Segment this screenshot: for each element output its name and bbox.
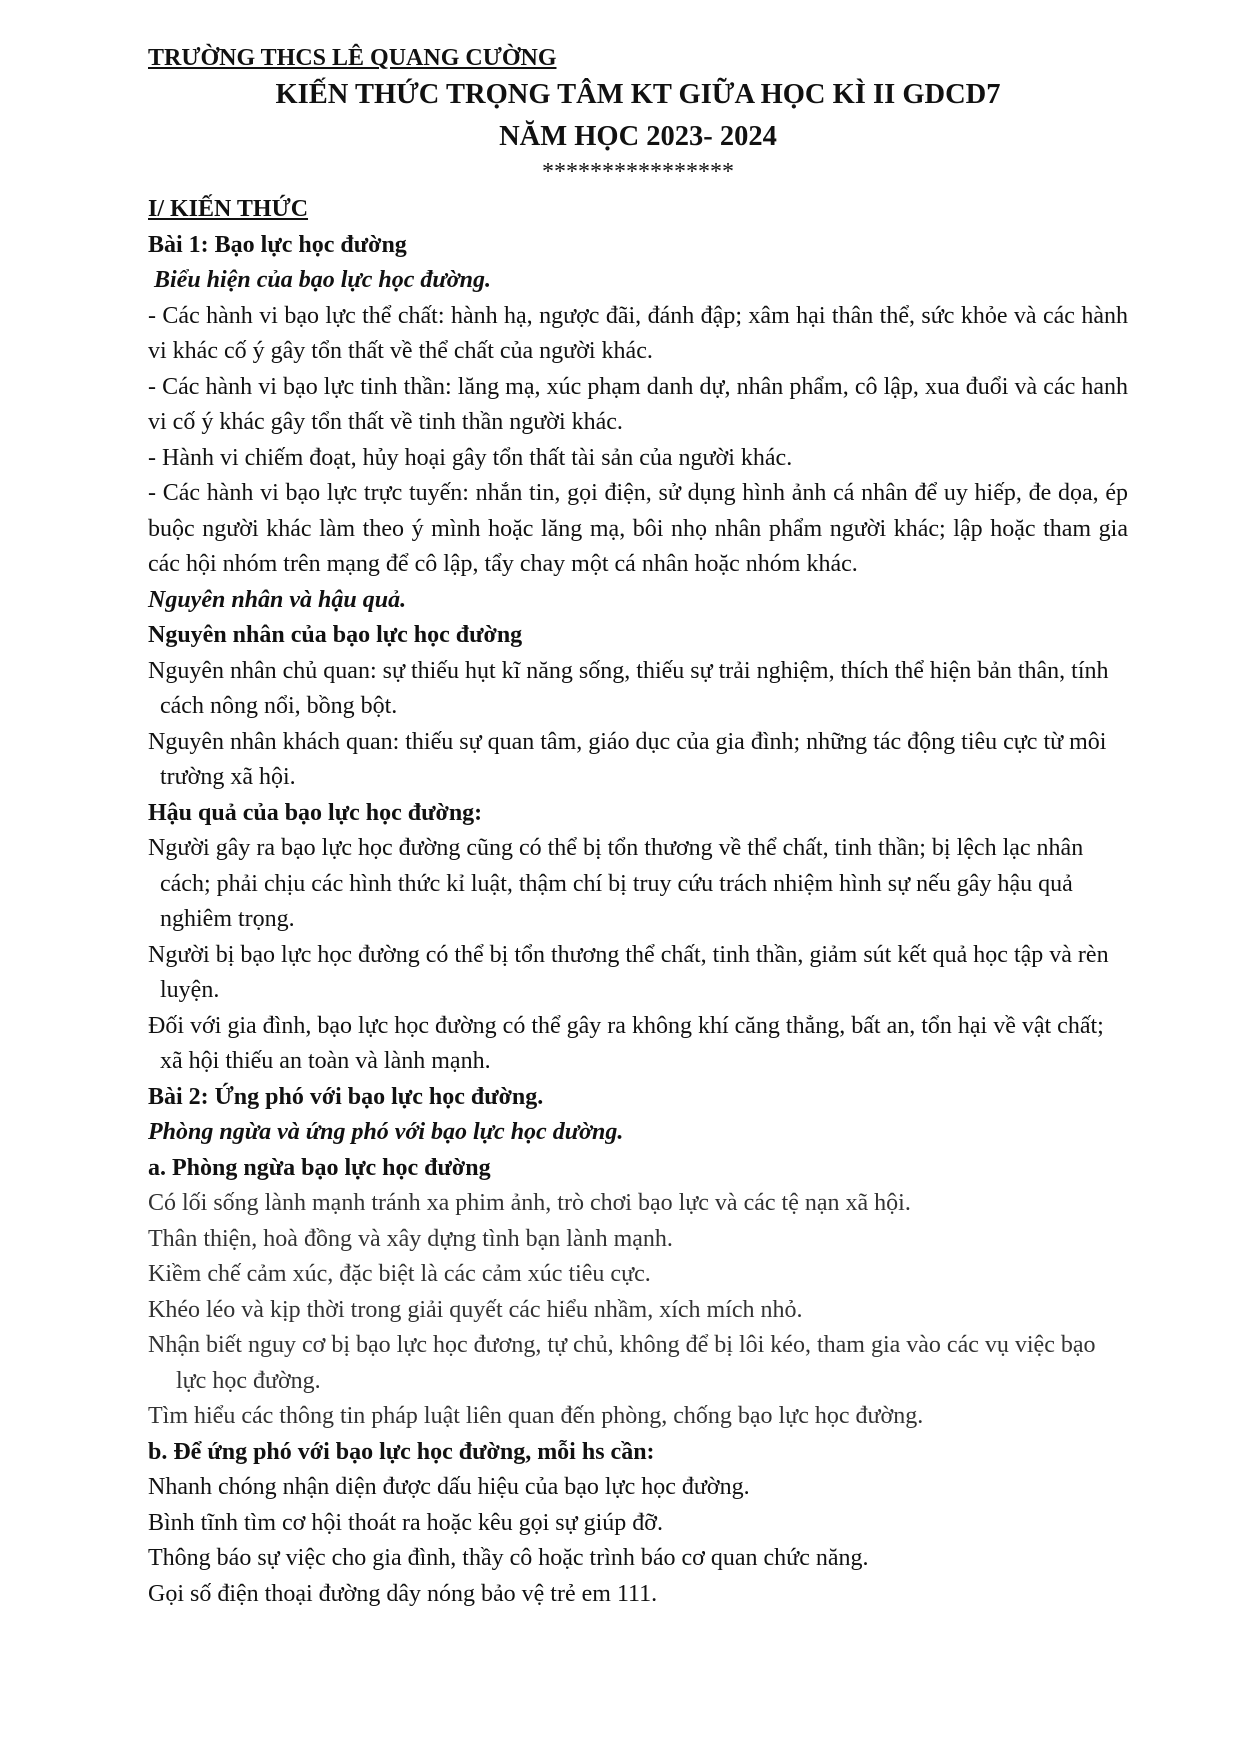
paragraph-physical-violence: - Các hành vi bạo lực thể chất: hành hạ, ngược đãi, đánh đập; xâm hại thân thể, sức khỏe và các hành vi khác cố ý gây tổn thất về thể chất của người khác. — [148, 302, 1128, 364]
list-item: Tìm hiểu các thông tin pháp luật liên quan đến phòng, chống bạo lực học đường. — [148, 1403, 924, 1429]
paragraph-property-violence: - Hành vi chiếm đoạt, hủy hoại gây tổn thất tài sản của người khác. — [148, 444, 793, 471]
causes-heading: Nguyên nhân của bạo lực học đường — [148, 622, 523, 648]
effect-family-society: Đối với gia đình, bạo lực học đường có thể gây ra không khí căng thẳng, bất an, tổn hại về vật chất; xã hội thiếu an toàn và lành mạnh. — [148, 1012, 1104, 1074]
paragraph-mental-violence: - Các hành vi bạo lực tinh thần: lăng mạ, xúc phạm danh dự, nhân phẩm, cô lập, xua đuổi và các hanh vi cố ý khác gây tổn thất về tinh thần người khác. — [148, 373, 1128, 435]
paragraph-online-violence: - Các hành vi bạo lực trực tuyến: nhắn tin, gọi điện, sử dụng hình ảnh cá nhân để uy hiếp, đe dọa, ép buộc người khác làm theo ý mình hoặc lăng mạ, bôi nhọ nhân phẩm người khác; lập hoặc tham gia các hội nhóm trên mạng để cô lập, tẩy chay một cá nhân hoặc nhóm khác. — [148, 480, 1128, 577]
response-heading: b. Để ứng phó với bạo lực học đường, mỗi hs cần: — [148, 1438, 655, 1465]
prevention-heading: a. Phòng ngừa bạo lực học đường — [148, 1154, 491, 1181]
cause-subjective: Nguyên nhân chủ quan: sự thiếu hụt kĩ năng sống, thiếu sự trải nghiệm, thích thể hiện bản thân, tính cách nông nổi, bồng bột. — [148, 657, 1109, 719]
document-title: KIẾN THỨC TRỌNG TÂM KT GIỮA HỌC KÌ II GDCD7 — [275, 79, 1001, 110]
cause-objective: Nguyên nhân khách quan: thiếu sự quan tâm, giáo dục của gia đình; những tác động tiêu cực từ môi trường xã hội. — [148, 728, 1107, 790]
document-content — [148, 42, 1128, 1612]
list-item: Nhanh chóng nhận diện được dấu hiệu của bạo lực học đường. — [148, 1474, 750, 1500]
separator-stars: **************** — [542, 159, 734, 185]
lesson2-subheading: Phòng ngừa và ứng phó với bạo lực học dường. — [148, 1119, 624, 1145]
school-name: TRƯỜNG THCS LÊ QUANG CƯỜNG — [148, 45, 557, 71]
lesson1-title: Bài 1: Bạo lực học đường — [148, 231, 407, 258]
lesson2-title: Bài 2: Ứng phó với bạo lực học đường. — [148, 1083, 544, 1110]
lesson1-subheading-causes-effects: Nguyên nhân và hậu quả. — [148, 586, 407, 613]
list-item: Thông báo sự việc cho gia đình, thầy cô hoặc trình báo cơ quan chức năng. — [148, 1545, 869, 1571]
section-heading: I/ KIẾN THỨC — [148, 196, 309, 222]
list-item: Bình tĩnh tìm cơ hội thoát ra hoặc kêu gọi sự giúp đỡ. — [148, 1509, 663, 1536]
list-item: Gọi số điện thoại đường dây nóng bảo vệ trẻ em 111. — [148, 1580, 658, 1607]
list-item: Khéo léo và kịp thời trong giải quyết các hiểu nhầm, xích mích nhỏ. — [148, 1296, 803, 1323]
effect-victim: Người bị bạo lực học đường có thể bị tổn thương thể chất, tinh thần, giảm sút kết quả học tập và rèn luyện. — [148, 941, 1109, 1003]
effects-heading: Hậu quả của bạo lực học đường: — [148, 799, 483, 826]
list-item: Có lối sống lành mạnh tránh xa phim ảnh, trò chơi bạo lực và các tệ nạn xã hội. — [148, 1190, 911, 1216]
effect-perpetrator: Người gây ra bạo lực học đường cũng có thể bị tổn thương về thể chất, tinh thần; bị lệch lạc nhân cách; phải chịu các hình thức kỉ luật, thậm chí bị truy cứu trách nhiệm hình sự nếu gây hậu quả nghiêm trọng. — [148, 835, 1084, 932]
school-year: NĂM HỌC 2023- 2024 — [499, 121, 777, 152]
lesson1-subheading-signs: Biểu hiện của bạo lực học đường. — [154, 267, 491, 293]
list-item: Thân thiện, hoà đồng và xây dựng tình bạn lành mạnh. — [148, 1225, 673, 1252]
list-item: Nhận biết nguy cơ bị bạo lực học đương, tự chủ, không để bị lôi kéo, tham gia vào các vụ việc bạo lực học đường. — [148, 1332, 1096, 1394]
list-item: Kiềm chế cảm xúc, đặc biệt là các cảm xúc tiêu cực. — [148, 1261, 651, 1287]
